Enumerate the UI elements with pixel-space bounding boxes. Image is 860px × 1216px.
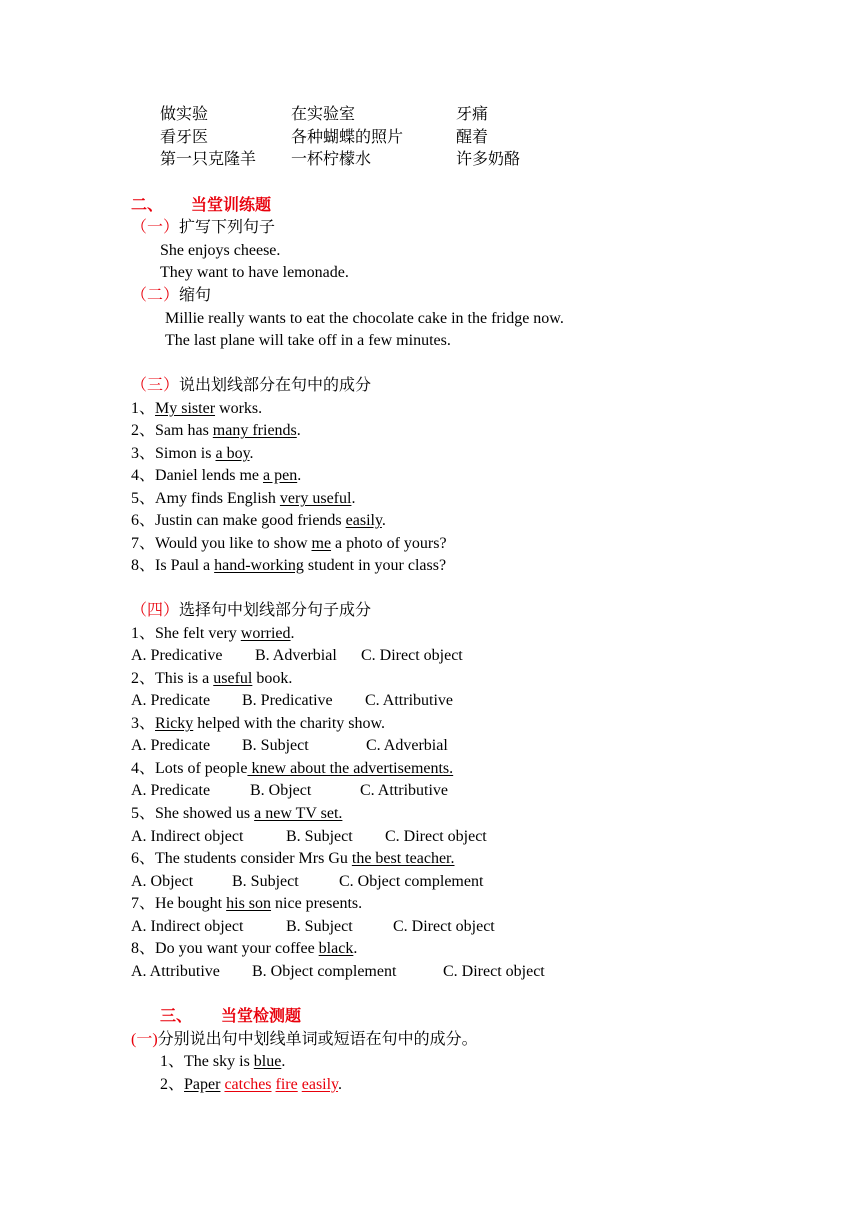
part3-item-6 — [131, 510, 386, 532]
underlined-adverbial: easily — [301, 1076, 339, 1093]
q2-option-b: B. Predicative — [242, 692, 333, 709]
part2-text: 缩句 — [179, 287, 212, 304]
q4-option-a: A. Predicate — [131, 782, 211, 799]
part3-item-5 — [131, 488, 355, 510]
item-underlined: My sister — [155, 400, 216, 417]
vocab-r1c2: 在实验室 — [291, 106, 356, 123]
item-post: . — [296, 422, 301, 439]
part4-question-2 — [131, 668, 292, 690]
q-underlined: worried — [240, 625, 291, 642]
part3-item-3 — [131, 443, 254, 465]
q-pre: Lots of people — [155, 760, 248, 777]
section3-part1-num: (一) — [131, 1031, 158, 1048]
section3-part1-text: 分别说出句中划线单词或短语在句中的成分。 — [157, 1031, 478, 1048]
q-underlined: a new TV set. — [254, 805, 343, 822]
q-underlined: black — [318, 940, 354, 957]
part3-num: （三） — [131, 377, 180, 394]
part4-question-4 — [131, 758, 453, 780]
q3-option-b: B. Subject — [242, 737, 309, 754]
q-underlined: useful — [213, 670, 253, 687]
item-pre: Is Paul a — [155, 557, 215, 574]
part3-text: 说出划线部分在句中的成分 — [179, 377, 372, 394]
part4-text: 选择句中划线部分句子成分 — [179, 602, 372, 619]
q-post: . — [290, 625, 295, 642]
item-post: . — [351, 490, 356, 507]
part3-item-1 — [131, 398, 262, 420]
part1-text: 扩写下列句子 — [179, 219, 276, 236]
underlined-object: fire — [275, 1076, 298, 1093]
item-number: 8、 — [131, 557, 156, 574]
item-number: 7、 — [131, 535, 156, 552]
vocab-r3c2: 一杯柠檬水 — [291, 151, 372, 168]
vocab-r3c1: 第一只克隆羊 — [160, 151, 257, 168]
q7-option-a: A. Indirect object — [131, 918, 244, 935]
part2-sentence-2: The last plane will take off in a few minutes. — [165, 332, 451, 349]
q7-option-b: B. Subject — [286, 918, 353, 935]
q-underlined: his son — [226, 895, 272, 912]
item-number: 1、 — [131, 400, 156, 417]
part4-num: （四） — [131, 602, 180, 619]
q-number: 4、 — [131, 760, 156, 777]
vocab-r2c3: 醒着 — [456, 129, 489, 146]
item-number: 1、 — [160, 1053, 185, 1070]
part1-heading — [131, 217, 275, 239]
item-underlined: hand-working — [214, 557, 304, 574]
item-number: 4、 — [131, 467, 156, 484]
part4-question-5 — [131, 803, 342, 825]
q5-option-a: A. Indirect object — [131, 828, 244, 845]
item-number: 2、 — [160, 1076, 185, 1093]
vocab-r1c1: 做实验 — [160, 106, 209, 123]
part4-heading — [131, 600, 371, 622]
section3-title: 当堂检测题 — [221, 1008, 302, 1025]
item-post: student in your class? — [303, 557, 447, 574]
item-post: a photo of yours? — [331, 535, 447, 552]
q6-option-a: A. Object — [131, 873, 194, 890]
q-underlined: knew about the advertisements. — [247, 760, 454, 777]
vocab-r2c2: 各种蝴蝶的照片 — [291, 129, 404, 146]
q-number: 5、 — [131, 805, 156, 822]
q-post: book. — [252, 670, 293, 687]
q-underlined: Ricky — [155, 715, 194, 732]
q6-option-c: C. Object complement — [339, 873, 484, 890]
part3-item-4 — [131, 465, 301, 487]
section3-part1-heading — [131, 1029, 478, 1051]
item-post: . — [338, 1076, 343, 1093]
item-pre: Justin can make good friends — [155, 512, 346, 529]
q-number: 1、 — [131, 625, 156, 642]
q-pre: She showed us — [155, 805, 255, 822]
part1-sentence-1: She enjoys cheese. — [160, 242, 281, 259]
q7-option-c: C. Direct object — [393, 918, 495, 935]
q1-option-c: C. Direct object — [361, 647, 463, 664]
q4-option-b: B. Object — [250, 782, 312, 799]
section2-title: 当堂训练题 — [191, 197, 272, 214]
q5-option-c: C. Direct object — [385, 828, 487, 845]
item-post: . — [381, 512, 386, 529]
part2-num: （二） — [131, 287, 180, 304]
item-pre: Would you like to show — [155, 535, 312, 552]
q8-option-c: C. Direct object — [443, 963, 545, 980]
item-underlined: blue — [253, 1053, 282, 1070]
section3-item-1 — [160, 1051, 285, 1073]
part4-question-8 — [131, 938, 357, 960]
q-pre: Do you want your coffee — [155, 940, 319, 957]
item-underlined: many friends — [212, 422, 297, 439]
q-post: nice presents. — [271, 895, 363, 912]
item-post: works. — [215, 400, 263, 417]
q-pre: He bought — [155, 895, 227, 912]
q3-option-c: C. Adverbial — [366, 737, 448, 754]
q-underlined: the best teacher. — [351, 850, 455, 867]
item-pre: Sam has — [155, 422, 213, 439]
section2-number: 二、 — [131, 197, 164, 214]
q2-option-a: A. Predicate — [131, 692, 211, 709]
q3-option-a: A. Predicate — [131, 737, 211, 754]
vocab-r3c3: 许多奶酪 — [456, 151, 521, 168]
item-pre: The sky is — [184, 1053, 254, 1070]
item-post: . — [297, 467, 302, 484]
q-number: 2、 — [131, 670, 156, 687]
item-number: 3、 — [131, 445, 156, 462]
q-number: 8、 — [131, 940, 156, 957]
part3-item-7 — [131, 533, 447, 555]
item-post: . — [249, 445, 254, 462]
part1-num: （一） — [131, 219, 180, 236]
q4-option-c: C. Attributive — [360, 782, 448, 799]
item-number: 2、 — [131, 422, 156, 439]
part4-question-1 — [131, 623, 295, 645]
q-number: 6、 — [131, 850, 156, 867]
q6-option-b: B. Subject — [232, 873, 299, 890]
item-underlined: a boy — [215, 445, 250, 462]
part4-question-7 — [131, 893, 362, 915]
item-post: . — [281, 1053, 286, 1070]
part3-item-8 — [131, 555, 446, 577]
item-pre: Daniel lends me — [155, 467, 263, 484]
part4-question-3 — [131, 713, 385, 735]
q-number: 7、 — [131, 895, 156, 912]
part4-question-6 — [131, 848, 455, 870]
vocab-r2c1: 看牙医 — [160, 129, 209, 146]
item-pre: Amy finds English — [155, 490, 280, 507]
q5-option-b: B. Subject — [286, 828, 353, 845]
q-number: 3、 — [131, 715, 156, 732]
q-pre: She felt very — [155, 625, 241, 642]
part3-heading — [131, 375, 371, 397]
part1-sentence-2: They want to have lemonade. — [160, 264, 349, 281]
item-underlined: a pen — [262, 467, 298, 484]
item-number: 6、 — [131, 512, 156, 529]
q8-option-a: A. Attributive — [131, 963, 220, 980]
q1-option-a: A. Predicative — [131, 647, 223, 664]
item-number: 5、 — [131, 490, 156, 507]
q1-option-b: B. Adverbial — [255, 647, 337, 664]
vocab-r1c3: 牙痛 — [456, 106, 489, 123]
q-pre: The students consider Mrs Gu — [155, 850, 352, 867]
part3-item-2 — [131, 420, 301, 442]
part2-heading — [131, 285, 211, 307]
q8-option-b: B. Object complement — [252, 963, 397, 980]
underlined-predicate: catches — [224, 1076, 272, 1093]
section3-item-2 — [160, 1074, 342, 1096]
part2-sentence-1: Millie really wants to eat the chocolate cake in the fridge now. — [165, 310, 564, 327]
item-underlined: me — [311, 535, 332, 552]
q-post: helped with the charity show. — [193, 715, 386, 732]
underlined-subject: Paper — [184, 1076, 221, 1093]
q-post: . — [353, 940, 358, 957]
q-pre: This is a — [155, 670, 214, 687]
q2-option-c: C. Attributive — [365, 692, 453, 709]
item-underlined: very useful — [279, 490, 352, 507]
item-underlined: easily — [345, 512, 382, 529]
item-pre: Simon is — [155, 445, 216, 462]
section3-number: 三、 — [160, 1008, 193, 1025]
